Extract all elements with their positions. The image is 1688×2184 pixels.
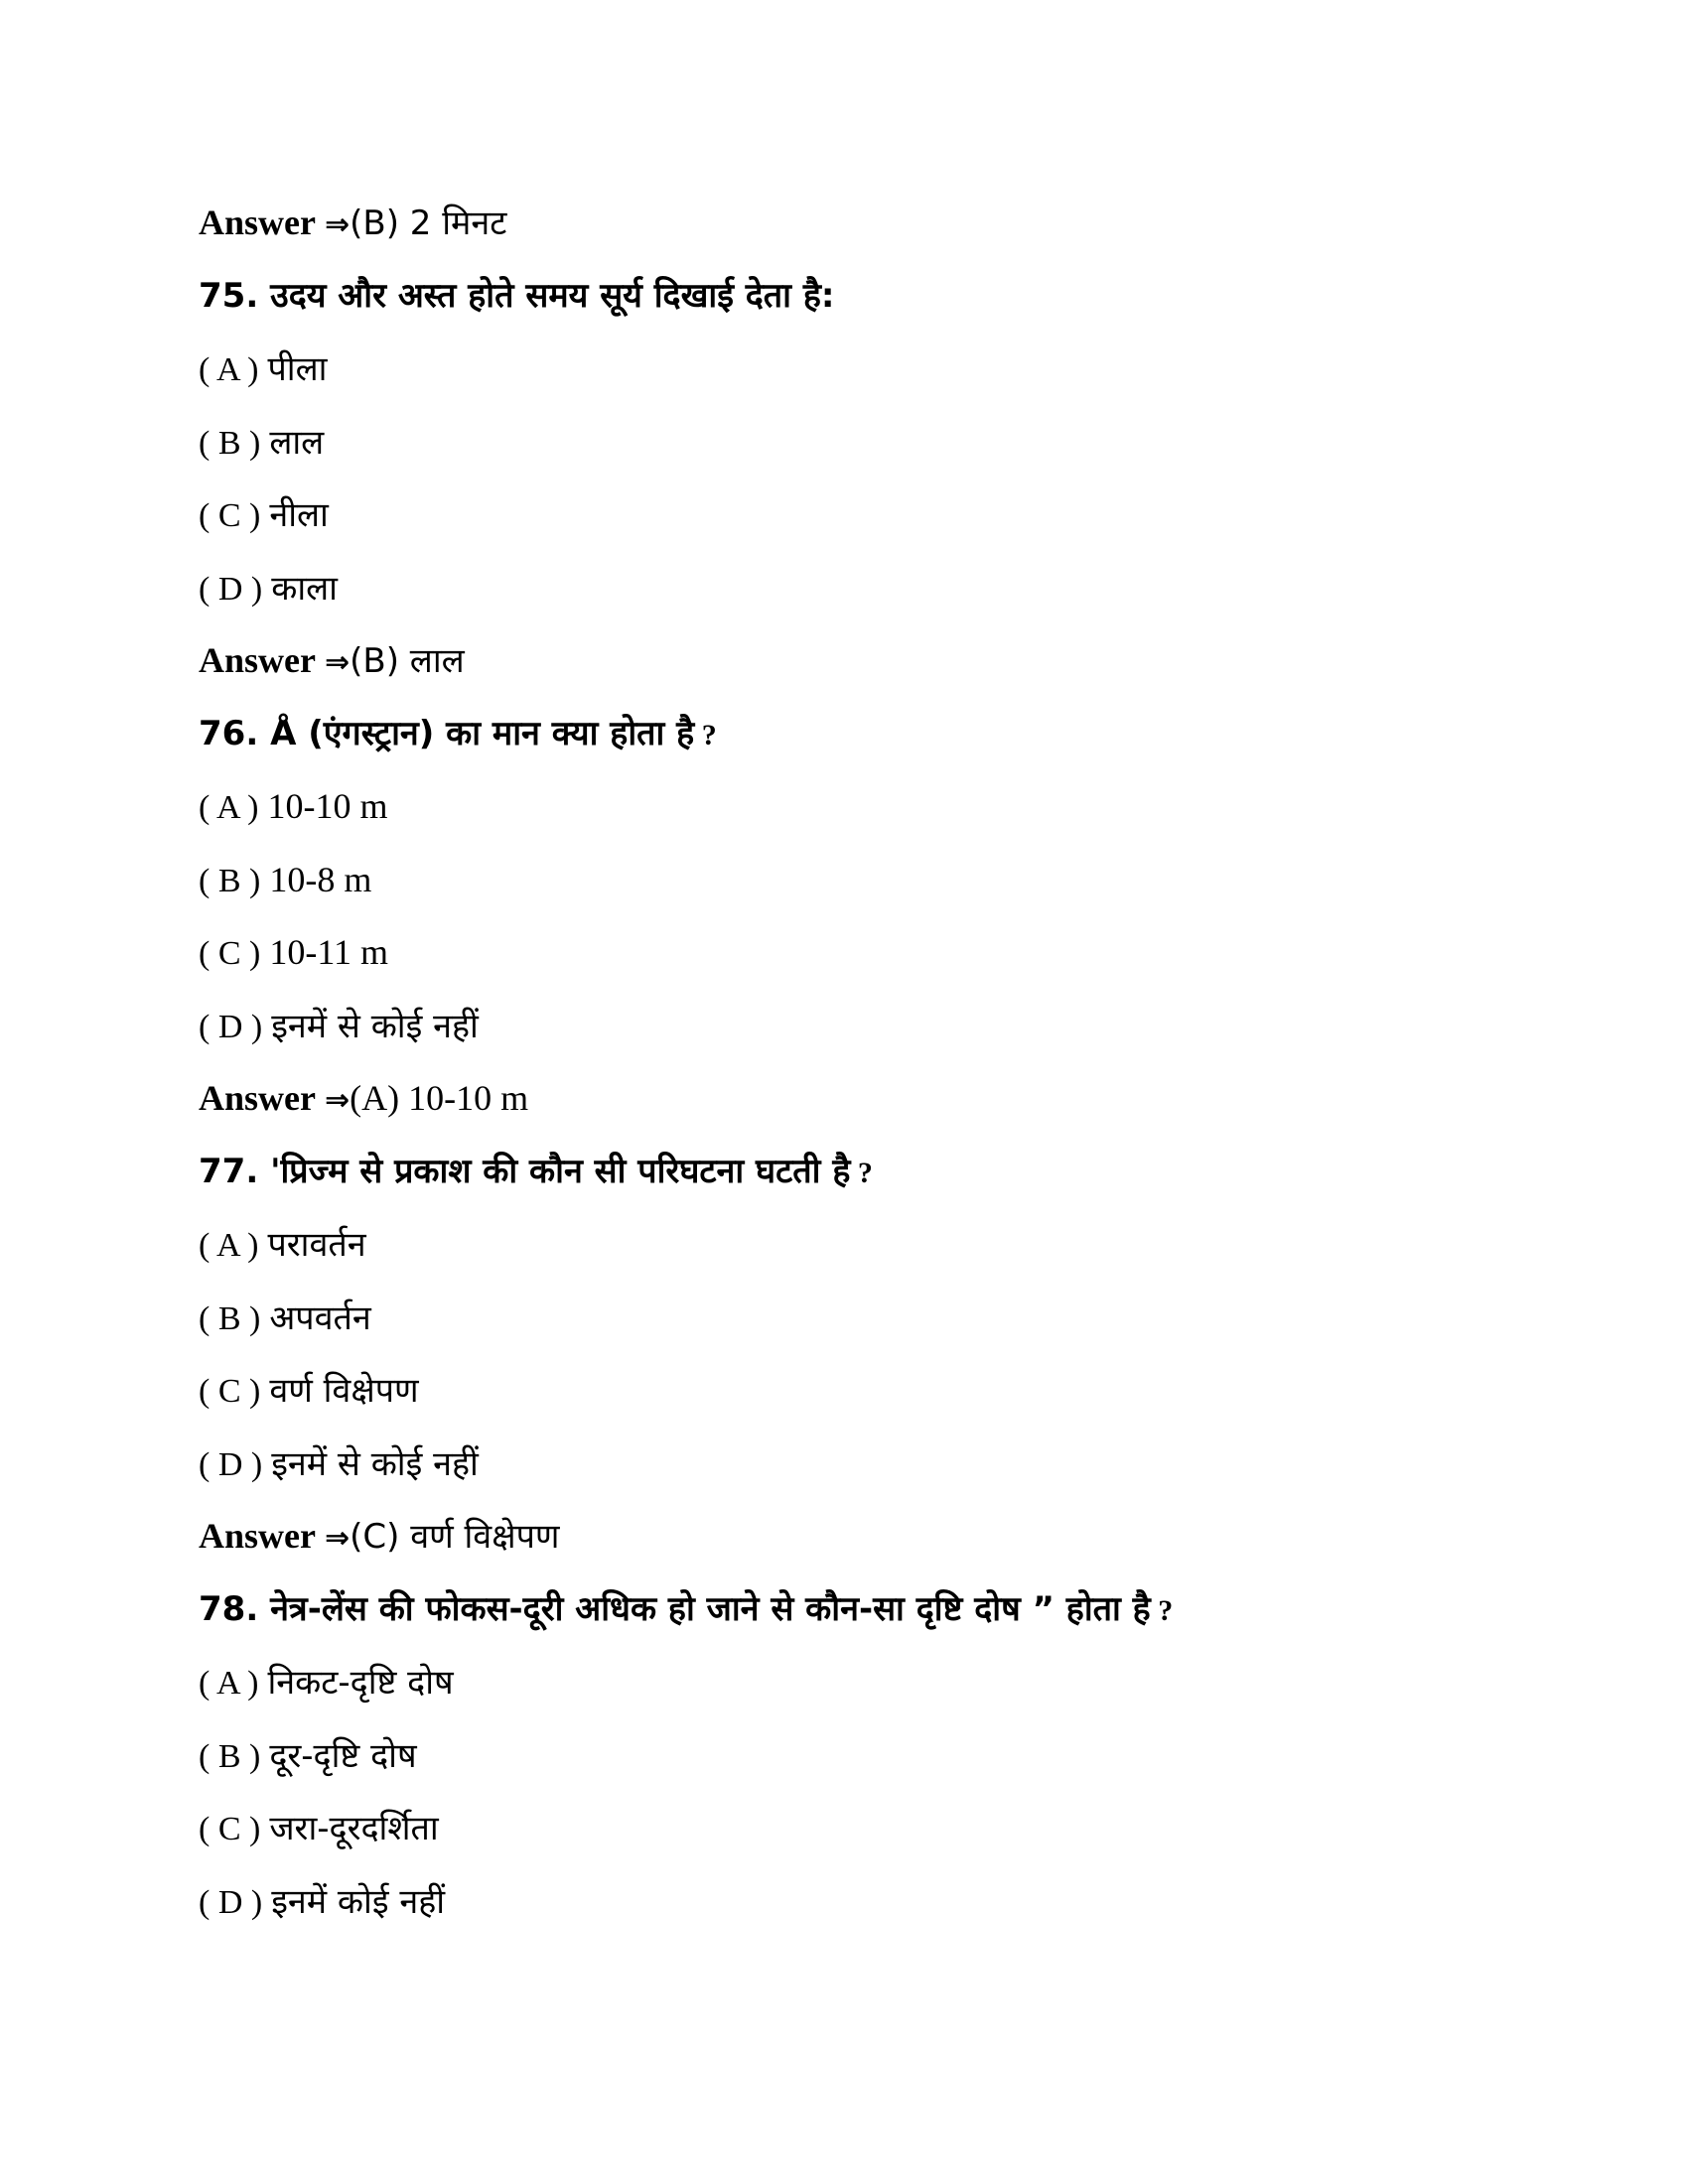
option-label: ( D )	[199, 1008, 263, 1045]
question-title-78	[199, 1585, 1529, 1659]
option-text: 10-10 m	[267, 786, 388, 826]
answer-line-77	[199, 1512, 1529, 1585]
answer-text: (C) वर्ण विक्षेपण	[350, 1517, 560, 1557]
answer-arrow-icon: ⇒	[324, 1521, 351, 1556]
answer-line-74	[199, 199, 1529, 272]
question-text: 77. 'प्रिज्म से प्रकाश की कौन सी परिघटना घटती है	[199, 1151, 851, 1191]
answer-line-75	[199, 636, 1529, 710]
option-text: निकट-दृष्टि दोष	[267, 1663, 454, 1703]
option-c	[199, 1804, 1529, 1877]
question-title-76	[199, 710, 1529, 783]
question-text: 76. Å (एंगस्ट्रान) का मान क्या होता है	[199, 713, 695, 753]
document-page	[199, 199, 1529, 1950]
option-text: नीला	[269, 495, 329, 535]
question-mark: ?	[1150, 1593, 1174, 1627]
option-label: ( D )	[199, 570, 263, 608]
option-text: अपवर्तन	[269, 1297, 371, 1338]
option-text: 10-11 m	[269, 932, 388, 972]
option-c	[199, 928, 1529, 1002]
option-b	[199, 1294, 1529, 1367]
answer-label: Answer	[199, 640, 316, 680]
answer-line-76	[199, 1074, 1529, 1148]
option-a	[199, 782, 1529, 856]
option-b	[199, 1731, 1529, 1805]
question-text: 78. नेत्र-लेंस की फोकस-दूरी अधिक हो जाने से कौन-सा दृष्टि दोष ” होता है	[199, 1588, 1151, 1629]
question-title-77	[199, 1148, 1529, 1221]
answer-text: (B) लाल	[350, 641, 465, 681]
option-text: इनमें से कोई नहीं	[271, 1443, 479, 1484]
option-label: ( C )	[199, 1811, 261, 1847]
option-label: ( A )	[199, 1227, 259, 1264]
question-mark: ?	[850, 1156, 873, 1189]
option-label: ( C )	[199, 935, 261, 972]
option-label: ( B )	[199, 424, 261, 462]
option-label: ( B )	[199, 1737, 261, 1775]
option-c	[199, 1366, 1529, 1439]
option-d	[199, 1002, 1529, 1075]
answer-arrow-icon: ⇒	[324, 207, 351, 242]
option-a	[199, 1220, 1529, 1294]
option-text: लाल	[269, 422, 325, 463]
option-b	[199, 856, 1529, 929]
option-d	[199, 1439, 1529, 1513]
option-text: दूर-दृष्टि दोष	[269, 1735, 417, 1776]
answer-text: (A) 10-10 m	[350, 1078, 529, 1118]
answer-label: Answer	[199, 1516, 316, 1556]
option-text: काला	[271, 568, 338, 609]
option-label: ( C )	[199, 497, 261, 534]
option-label: ( A )	[199, 789, 259, 826]
option-text: पीला	[267, 349, 328, 389]
option-d	[199, 1877, 1529, 1951]
question-text: 75. उदय और अस्त होते समय सूर्य दिखाई देता है:	[199, 275, 835, 316]
answer-label: Answer	[199, 1078, 316, 1118]
option-label: ( D )	[199, 1883, 263, 1921]
option-label: ( C )	[199, 1373, 261, 1410]
option-text: इनमें कोई नहीं	[271, 1881, 446, 1922]
option-a	[199, 1658, 1529, 1731]
option-text: 10-8 m	[269, 859, 372, 899]
option-text: जरा-दूरदर्शिता	[269, 1809, 439, 1848]
answer-text: (B) 2 मिनट	[350, 204, 507, 243]
option-label: ( D )	[199, 1445, 263, 1483]
option-label: ( A )	[199, 351, 259, 388]
option-b	[199, 418, 1529, 491]
option-c	[199, 490, 1529, 564]
option-text: परावर्तन	[267, 1225, 366, 1265]
answer-arrow-icon: ⇒	[324, 645, 351, 680]
option-label: ( B )	[199, 1299, 261, 1337]
option-label: ( B )	[199, 862, 261, 899]
question-mark: ?	[694, 718, 717, 751]
answer-label: Answer	[199, 203, 316, 242]
option-text: वर्ण विक्षेपण	[269, 1371, 419, 1411]
option-d	[199, 564, 1529, 637]
option-text: इनमें से कोई नहीं	[271, 1006, 479, 1046]
answer-arrow-icon: ⇒	[324, 1083, 351, 1118]
option-label: ( A )	[199, 1665, 259, 1702]
question-title-75	[199, 272, 1529, 345]
option-a	[199, 344, 1529, 418]
